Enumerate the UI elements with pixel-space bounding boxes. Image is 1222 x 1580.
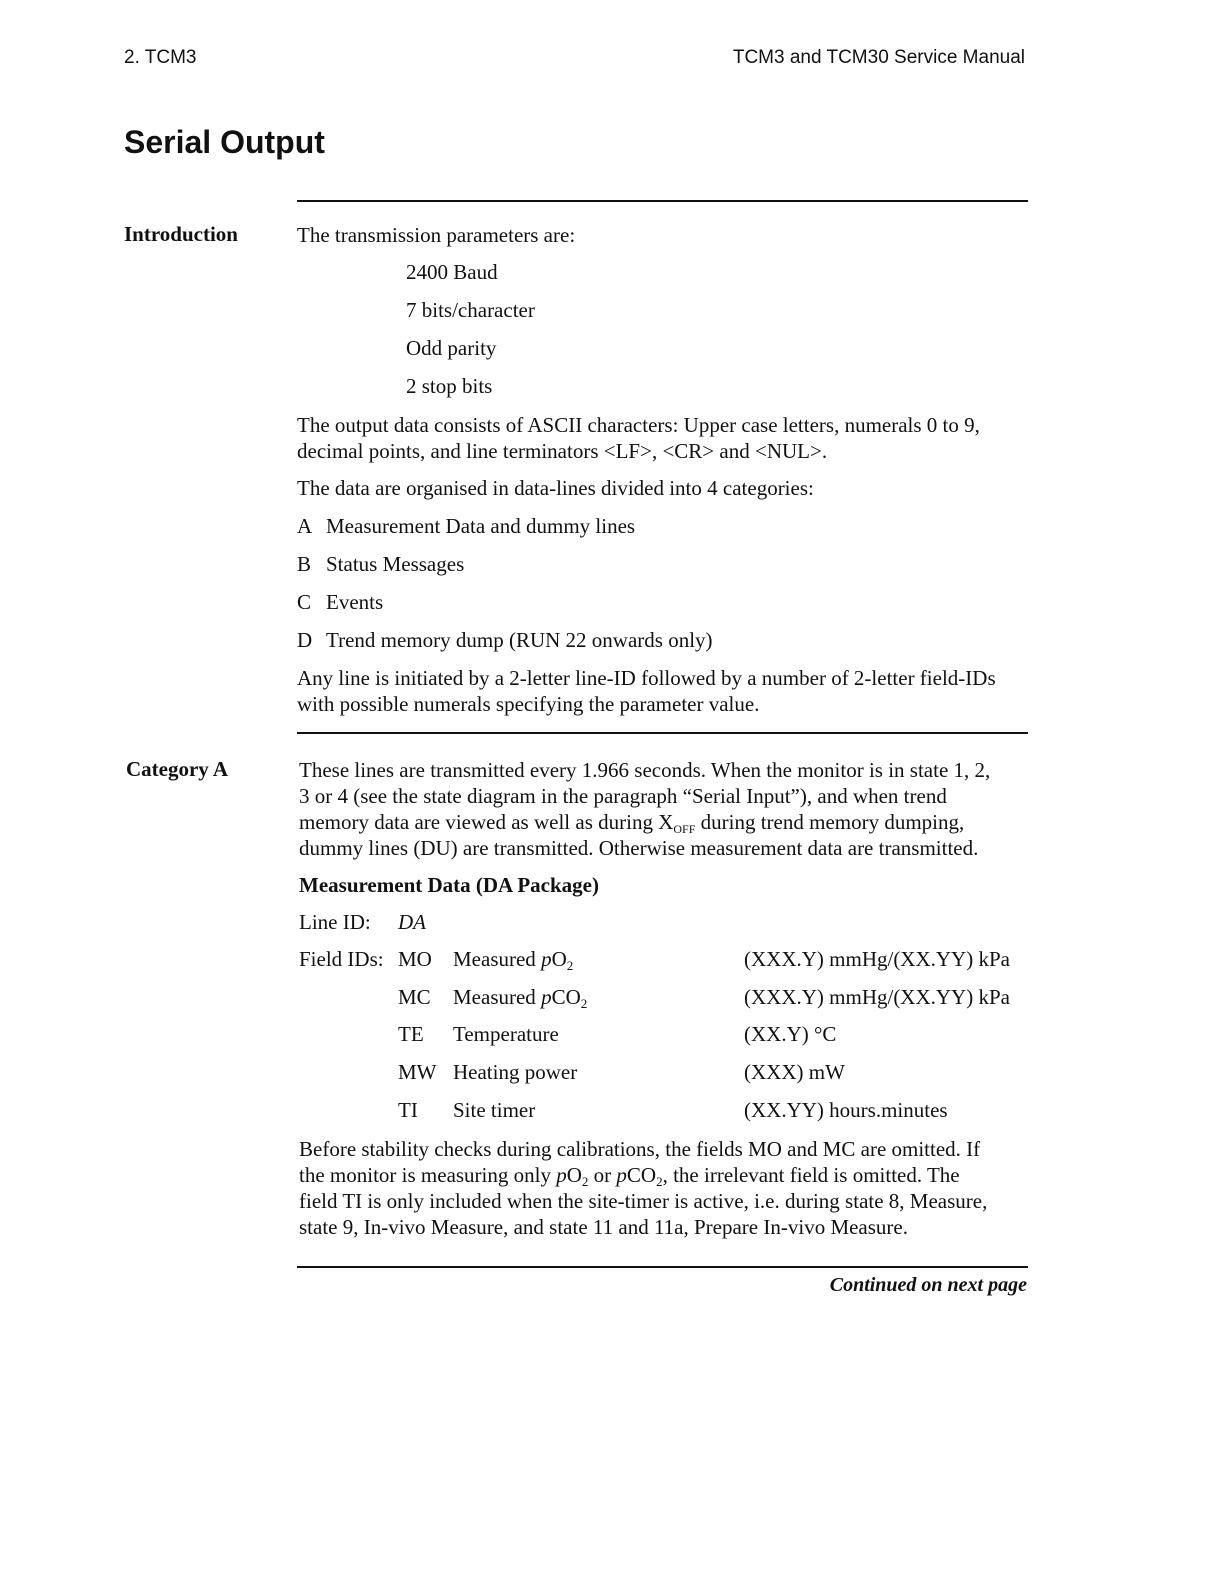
category-text: Events <box>326 590 384 614</box>
parameter-item: 7 bits/character <box>406 298 535 322</box>
category-letter: C <box>297 590 312 614</box>
field-id: TE <box>398 1022 424 1046</box>
section-divider <box>297 732 1028 734</box>
page-title: Serial Output <box>124 124 325 160</box>
organised-text: The data are organised in data-lines divided into 4 categories: <box>297 476 814 500</box>
field-id: TI <box>398 1098 418 1122</box>
line-id-description: with possible numerals specifying the parameter value. <box>297 692 760 716</box>
package-heading: Measurement Data (DA Package) <box>299 873 599 897</box>
category-letter: D <box>297 628 313 652</box>
field-ids-label: Field IDs: <box>299 947 384 971</box>
field-unit: (XX.YY) hours.minutes <box>744 1098 948 1122</box>
field-description: Heating power <box>453 1060 578 1084</box>
section-divider <box>297 200 1028 202</box>
parameter-item: 2 stop bits <box>406 374 493 398</box>
field-id: MW <box>398 1060 437 1084</box>
field-description: Temperature <box>453 1022 559 1046</box>
category-letter: B <box>297 552 312 576</box>
category-a-paragraph: These lines are transmitted every 1.966 seconds. When the monitor is in state 1, 2, <box>299 758 991 782</box>
manual-title: TCM3 and TCM30 Service Manual <box>732 47 1025 68</box>
field-unit: (XXX.Y) mmHg/(XX.YY) kPa <box>744 985 1010 1009</box>
category-a-paragraph: memory data are viewed as well as during XOFF during trend memory dumping, <box>299 810 965 836</box>
field-description: Measured $pO_2$ <box>453 947 574 973</box>
field-description: Measured pCO$_2$ <box>453 985 588 1011</box>
category-a-heading: Category A <box>126 757 229 781</box>
category-letter: A <box>297 514 313 538</box>
line-id-label: Line ID: <box>299 910 371 934</box>
output-data-line: decimal points, and line terminators <LF>, <CR> and <NUL>. <box>297 439 828 463</box>
field-unit: (XXX.Y) mmHg/(XX.YY) kPa <box>744 947 1010 971</box>
parameter-item: 2400 Baud <box>406 260 498 284</box>
category-a-paragraph: dummy lines (DU) are transmitted. Otherwise measurement data are transmitted. <box>299 836 979 860</box>
field-unit: (XXX) mW <box>744 1060 845 1084</box>
transmission-lead: The transmission parameters are: <box>297 223 576 247</box>
parameter-item: Odd parity <box>406 336 497 360</box>
chapter-label: 2. TCM3 <box>124 47 197 68</box>
section-divider <box>297 1266 1028 1268</box>
continued-note: Continued on next page <box>829 1274 1027 1296</box>
note-paragraph: field TI is only included when the site-timer is active, i.e. during state 8, Measure, <box>299 1189 988 1213</box>
field-id: MO <box>398 947 432 971</box>
line-id-description: Any line is initiated by a 2-letter line-ID followed by a number of 2-letter field-IDs <box>297 666 996 690</box>
category-text: Trend memory dump (RUN 22 onwards only) <box>326 628 713 652</box>
field-unit: (XX.Y) °C <box>744 1022 837 1046</box>
output-data-line: The output data consists of ASCII characters: Upper case letters, numerals 0 to 9, <box>297 413 980 437</box>
category-a-paragraph: 3 or 4 (see the state diagram in the paragraph “Serial Input”), and when trend <box>299 784 947 808</box>
note-paragraph: state 9, In-vivo Measure, and state 11 and 11a, Prepare In-vivo Measure. <box>299 1215 908 1239</box>
field-id: MC <box>398 985 431 1009</box>
note-paragraph: the monitor is measuring only $pO_2$ or pCO$_2$, the irrelevant field is omitted. The <box>299 1163 960 1189</box>
note-paragraph: Before stability checks during calibrations, the fields MO and MC are omitted. If <box>299 1137 981 1161</box>
category-text: Status Messages <box>326 552 465 576</box>
introduction-heading: Introduction <box>124 222 238 246</box>
category-text: Measurement Data and dummy lines <box>326 514 636 538</box>
line-id-value: DA <box>398 910 426 934</box>
field-description: Site timer <box>453 1098 536 1122</box>
